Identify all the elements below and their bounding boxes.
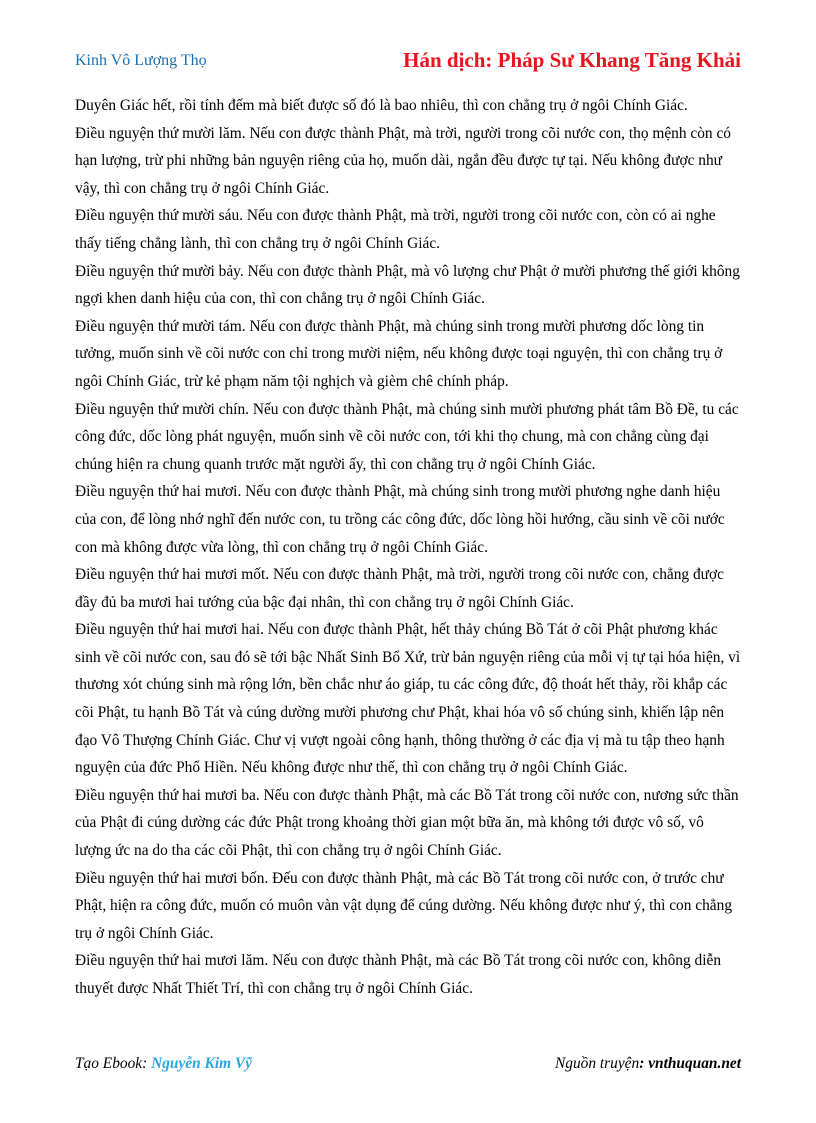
paragraph: Điều nguyện thứ hai mươi ba. Nếu con được thành Phật, mà các Bồ Tát trong cõi nước con, nương sức thần của Phật đi cúng dường các đức Phật trong khoảng thời gian một bữa ăn, mà không tới được vô số, vô lượng ức na do tha các cõi Phật, thì con chẳng trụ ở ngôi Chính Giác. (75, 786, 739, 860)
paragraph: Điều nguyện thứ mười chín. Nếu con được thành Phật, mà chúng sinh mười phương phát tâm Bồ Đề, tu các công đức, dốc lòng phát nguyện, muốn sinh về cõi nước con, tới khi thọ chung, mà con chẳng cùng đại chúng hiện ra chung quanh trước mặt người ấy, thì con chẳng trụ ở ngôi Chính Giác. (75, 400, 739, 473)
footer-source-site: vnthuquan.net (648, 1055, 741, 1072)
paragraph: Điều nguyện thứ hai mươi hai. Nếu con được thành Phật, hết thảy chúng Bồ Tát ở cõi Phật phương khác sinh về cõi nước con, sau đó sẽ tới bậc Nhất Sinh Bổ Xứ, trừ bản nguyện riêng của mỗi vị tự tại hóa hiện, vì thương xót chúng sinh mà rộng lớn, bền chắc như áo giáp, tu các công đức, độ thoát hết thảy, rồi khắp các cõi Phật, tu hạnh Bồ Tát và cúng dường mười phương chư Phật, khai hóa vô số chúng sinh, khiến lập nên đạo Vô Thượng Chính Giác. Chư vị vượt ngoài công hạnh, thông thường ở các địa vị mà tu tập theo hạnh nguyện của đức Phổ Hiền. Nếu không được như thế, thì con chẳng trụ ở ngôi Chính Giác. (75, 621, 741, 777)
paragraph: Điều nguyện thứ hai mươi mốt. Nếu con được thành Phật, mà trời, người trong cõi nước con, chẳng được đầy đủ ba mươi hai tướng của bậc đại nhân, thì con chẳng trụ ở ngôi Chính Giác. (75, 566, 724, 611)
footer-ebook-credit (75, 1055, 252, 1073)
footer-source-sep: : (639, 1055, 649, 1072)
paragraph: Điều nguyện thứ mười lăm. Nếu con được thành Phật, mà trời, người trong cõi nước con, thọ mệnh còn có hạn lượng, trừ phi những bản nguyện riêng của họ, muốn dài, ngắn đều được tự tại. Nếu không được như vậy, thì con chẳng trụ ở ngôi Chính Giác. (75, 124, 732, 197)
paragraph: Điều nguyện thứ hai mươi bốn. Đếu con được thành Phật, mà các Bồ Tát trong cõi nước con, ở trước chư Phật, hiện ra công đức, muốn có muôn vàn vật dụng để cúng dường. Nếu không được như ý, thì con chẳng trụ ở ngôi Chính Giác. (75, 869, 733, 942)
paragraph: Điều nguyện thứ hai mươi. Nếu con được thành Phật, mà chúng sinh trong mười phương nghe danh hiệu của con, để lòng nhớ nghĩ đến nước con, tu trồng các công đức, dốc lòng hồi hướng, cầu sinh về cõi nước con mà không được vừa lòng, thì con chẳng trụ ở ngôi Chính Giác. (75, 483, 725, 556)
footer-ebook-author: Nguyễn Kim Vỹ (151, 1055, 253, 1072)
paragraph: Duyên Giác hết, rồi tính đếm mà biết được số đó là bao nhiêu, thì con chẳng trụ ở ngôi Chính Giác. (75, 97, 688, 114)
document-body (75, 92, 743, 1003)
footer-source-label: Nguồn truyện (554, 1055, 640, 1072)
footer-ebook-sep: : (142, 1055, 152, 1072)
footer-source-credit (555, 1055, 741, 1073)
paragraph: Điều nguyện thứ mười tám. Nếu con được thành Phật, mà chúng sinh trong mười phương dốc lòng tin tưởng, muốn sinh về cõi nước con chỉ trong mười niệm, nếu không được toại nguyện, thì con chẳng trụ ở ngôi Chính Giác, trừ kẻ phạm năm tội nghịch và gièm chê chính pháp. (75, 317, 723, 390)
paragraph: Điều nguyện thứ hai mươi lăm. Nếu con được thành Phật, mà các Bồ Tát trong cõi nước con, không diễn thuyết được Nhất Thiết Trí, thì con chẳng trụ ở ngôi Chính Giác. (75, 952, 722, 997)
header-book-title: Kinh Vô Lượng Thọ (75, 52, 207, 69)
footer-ebook-label: Tạo Ebook (75, 1055, 143, 1072)
paragraph: Điều nguyện thứ mười sáu. Nếu con được thành Phật, mà trời, người trong cõi nước con, còn có ai nghe thấy tiếng chẳng lành, thì con chẳng trụ ở ngôi Chính Giác. (75, 207, 716, 252)
header-translator: Hán dịch: Pháp Sư Khang Tăng Khải (403, 48, 741, 72)
paragraph: Điều nguyện thứ mười bảy. Nếu con được thành Phật, mà vô lượng chư Phật ở mười phương thế giới không ngợi khen danh hiệu của con, thì con chẳng trụ ở ngôi Chính Giác. (75, 262, 740, 308)
